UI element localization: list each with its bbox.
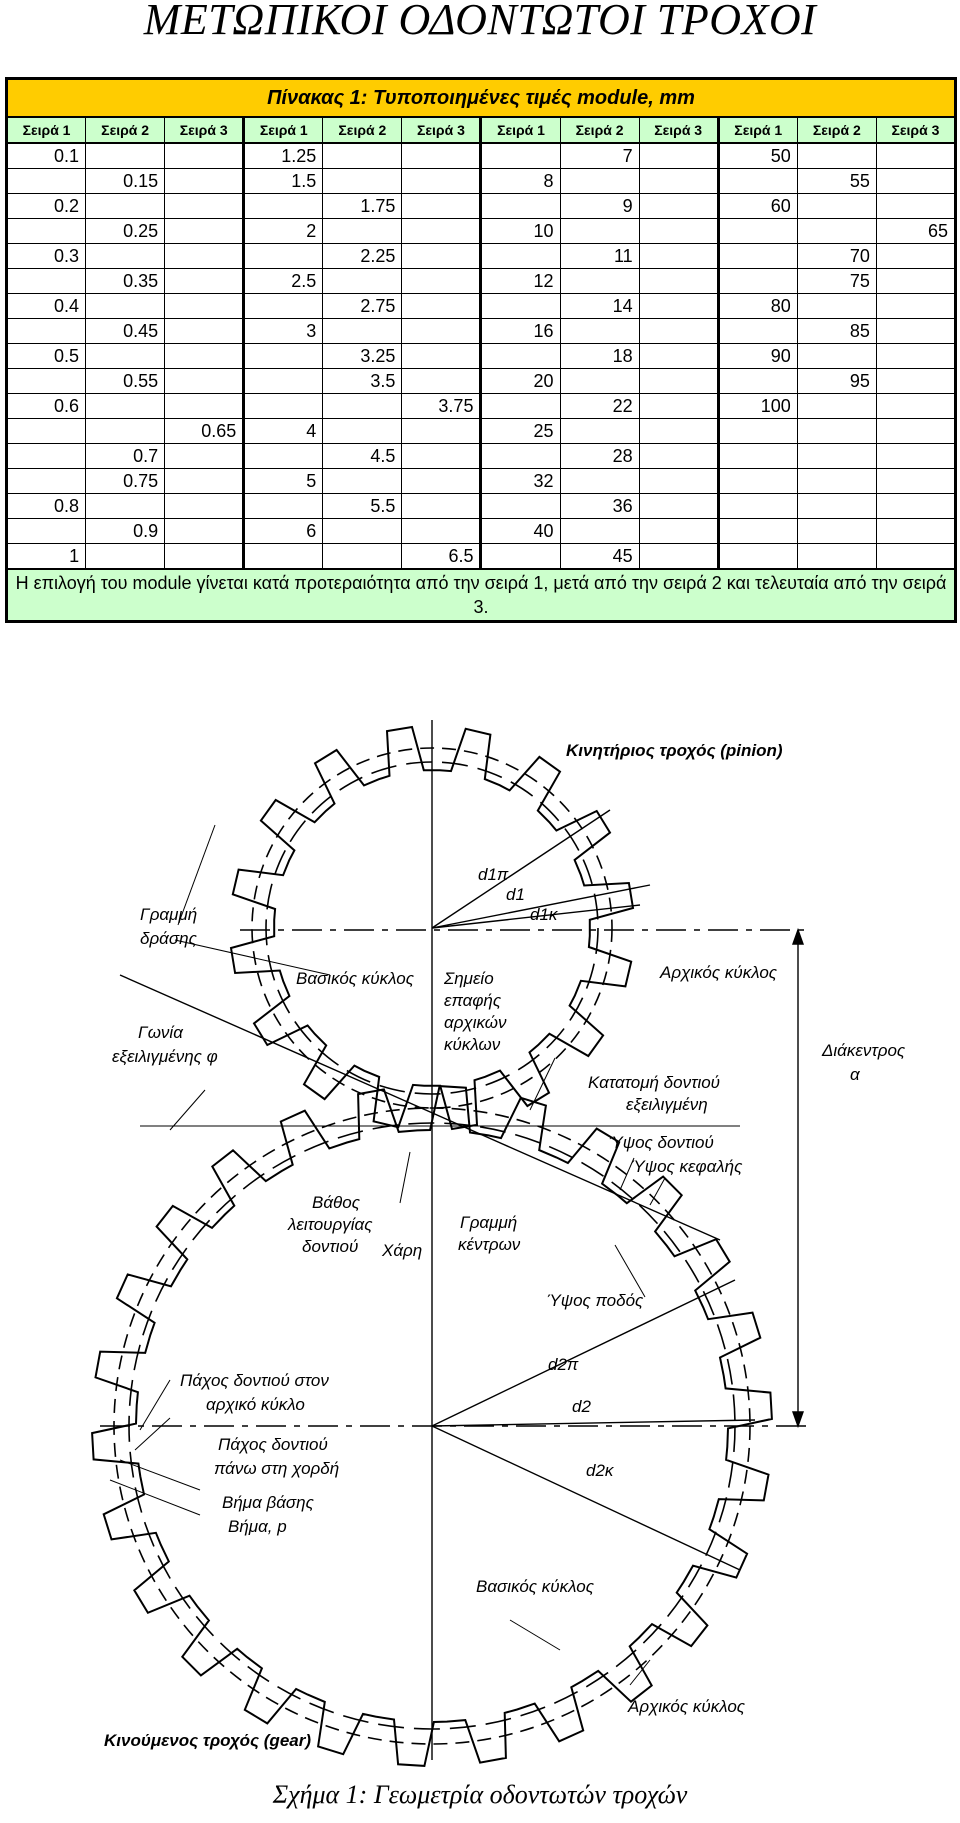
table-cell <box>718 219 797 244</box>
table-cell <box>639 444 718 469</box>
table-cell <box>7 169 86 194</box>
table-cell <box>165 319 244 344</box>
pitch-point-label: αρχικών <box>444 1013 507 1032</box>
leader-line <box>170 1090 205 1130</box>
table-cell: 1.5 <box>244 169 323 194</box>
table-cell: 0.9 <box>86 519 165 544</box>
table-cell: 7 <box>560 143 639 169</box>
table-cell <box>876 169 955 194</box>
table-cell <box>718 519 797 544</box>
gear-label: Κινούμενος τροχός (gear) <box>104 1731 312 1750</box>
table-row <box>7 469 956 494</box>
table-cell <box>876 244 955 269</box>
table-cell: 8 <box>481 169 560 194</box>
table-header-row <box>7 117 956 143</box>
clearance-label: Χάρη <box>382 1241 423 1260</box>
pinion-base-circle-label: Βασικός κύκλος <box>296 969 414 988</box>
table-cell: 0.65 <box>165 419 244 444</box>
table-cell <box>323 519 402 544</box>
table-cell <box>86 143 165 169</box>
table-cell: 100 <box>718 394 797 419</box>
table-cell <box>481 544 560 570</box>
table-cell <box>639 319 718 344</box>
table-cell: 45 <box>560 544 639 570</box>
table-cell <box>797 469 876 494</box>
table-cell: 3.5 <box>323 369 402 394</box>
table-cell <box>876 494 955 519</box>
table-cell: 0.2 <box>7 194 86 219</box>
table-row <box>7 344 956 369</box>
table-cell <box>797 219 876 244</box>
table-cell: 28 <box>560 444 639 469</box>
table-header-cell: Σειρά 1 <box>718 117 797 143</box>
table-row <box>7 394 956 419</box>
table-cell <box>718 319 797 344</box>
table-cell <box>560 469 639 494</box>
table-cell <box>165 294 244 319</box>
line-of-action-label: Γραμμή <box>140 905 198 924</box>
table-cell <box>876 394 955 419</box>
table-cell: 40 <box>481 519 560 544</box>
table-cell <box>639 369 718 394</box>
table-cell: 4.5 <box>323 444 402 469</box>
table-caption: Πίνακας 1: Τυποποιημένες τιμές module, mm <box>7 79 956 118</box>
table-cell <box>402 143 481 169</box>
table-cell <box>639 544 718 570</box>
table-cell <box>797 419 876 444</box>
table-cell <box>7 219 86 244</box>
table-cell <box>481 244 560 269</box>
table-cell <box>797 544 876 570</box>
table-header-cell: Σειρά 3 <box>639 117 718 143</box>
table-cell <box>244 369 323 394</box>
module-values-table <box>5 77 957 623</box>
table-cell: 0.3 <box>7 244 86 269</box>
table-cell <box>86 244 165 269</box>
table-cell: 1 <box>7 544 86 570</box>
leader-line <box>135 1418 170 1450</box>
pinion-pitch-circle-label: Αρχικός κύκλος <box>660 963 778 982</box>
table-cell <box>402 319 481 344</box>
table-cell <box>323 544 402 570</box>
table-cell: 22 <box>560 394 639 419</box>
pinion-diameter-label: d1 <box>506 885 525 904</box>
table-cell <box>560 269 639 294</box>
table-cell <box>481 194 560 219</box>
table-cell: 5.5 <box>323 494 402 519</box>
pitch-point-label: Σημείο <box>444 969 494 988</box>
table-cell <box>876 444 955 469</box>
table-cell <box>876 194 955 219</box>
table-cell <box>876 369 955 394</box>
table-cell: 6.5 <box>402 544 481 570</box>
table-cell <box>718 169 797 194</box>
table-cell <box>165 444 244 469</box>
table-cell <box>165 244 244 269</box>
pitch-point-label: επαφής <box>444 991 502 1010</box>
table-row <box>7 369 956 394</box>
table-row <box>7 169 956 194</box>
line-of-centers-label: Γραμμή <box>460 1213 518 1232</box>
table-cell <box>639 519 718 544</box>
gear-diameter-label: d2κ <box>586 1461 614 1480</box>
table-cell <box>718 494 797 519</box>
table-cell: 11 <box>560 244 639 269</box>
table-row <box>7 219 956 244</box>
table-cell: 0.5 <box>7 344 86 369</box>
table-cell <box>244 244 323 269</box>
table-cell <box>797 344 876 369</box>
table-row <box>7 319 956 344</box>
table-cell <box>323 469 402 494</box>
table-cell <box>639 394 718 419</box>
table-cell <box>402 344 481 369</box>
table-cell <box>7 319 86 344</box>
gear-radius-line <box>432 1426 740 1570</box>
table-cell <box>639 344 718 369</box>
table-cell: 6 <box>244 519 323 544</box>
table-cell <box>481 294 560 319</box>
table-cell <box>876 269 955 294</box>
table-cell: 0.35 <box>86 269 165 294</box>
table-cell <box>639 143 718 169</box>
table-cell <box>718 369 797 394</box>
table-cell <box>876 544 955 570</box>
table-row <box>7 544 956 570</box>
tooth-height-label: Ύψος δοντιού <box>608 1133 714 1152</box>
table-cell <box>481 494 560 519</box>
table-cell <box>7 419 86 444</box>
table-cell <box>244 444 323 469</box>
table-cell <box>481 394 560 419</box>
table-cell: 70 <box>797 244 876 269</box>
table-row <box>7 444 956 469</box>
line-of-centers-label: κέντρων <box>458 1235 521 1254</box>
table-cell <box>165 269 244 294</box>
table-cell <box>797 294 876 319</box>
working-depth-label: Βάθος <box>312 1193 360 1212</box>
table-cell: 1.25 <box>244 143 323 169</box>
table-cell: 55 <box>797 169 876 194</box>
table-header-cell: Σειρά 3 <box>402 117 481 143</box>
gear-geometry-figure <box>0 700 960 1770</box>
table-row <box>7 519 956 544</box>
tooth-thickness-label: Πάχος δοντιού στον <box>180 1371 329 1390</box>
table-cell <box>402 294 481 319</box>
table-cell <box>86 294 165 319</box>
table-header-cell: Σειρά 2 <box>323 117 402 143</box>
table-cell <box>560 219 639 244</box>
table-cell: 3 <box>244 319 323 344</box>
table-cell: 0.45 <box>86 319 165 344</box>
table-cell <box>402 369 481 394</box>
table-cell <box>560 419 639 444</box>
table-cell <box>481 143 560 169</box>
table-cell <box>560 519 639 544</box>
table-header-cell: Σειρά 2 <box>797 117 876 143</box>
table-cell: 4 <box>244 419 323 444</box>
leader-line <box>615 1245 645 1297</box>
table-cell <box>639 419 718 444</box>
gear-diagram <box>0 700 960 1770</box>
pitch-point-label: κύκλων <box>444 1035 501 1054</box>
table-cell: 1.75 <box>323 194 402 219</box>
table-cell <box>244 194 323 219</box>
working-depth-label: δοντιού <box>302 1237 359 1256</box>
table-cell: 60 <box>718 194 797 219</box>
table-cell <box>797 494 876 519</box>
tooth-thickness-label: αρχικό κύκλο <box>206 1395 305 1414</box>
pressure-angle-label: εξειλιγμένης φ <box>112 1047 218 1066</box>
table-cell <box>718 444 797 469</box>
table-cell: 0.15 <box>86 169 165 194</box>
table-cell <box>86 344 165 369</box>
table-cell <box>165 544 244 570</box>
table-cell <box>718 419 797 444</box>
table-cell <box>402 194 481 219</box>
table-cell <box>323 143 402 169</box>
center-distance-label: α <box>850 1065 860 1084</box>
table-cell: 3.25 <box>323 344 402 369</box>
table-cell <box>7 444 86 469</box>
table-header-cell: Σειρά 2 <box>560 117 639 143</box>
table-cell: 32 <box>481 469 560 494</box>
table-cell: 12 <box>481 269 560 294</box>
pinion-diameter-label: d1κ <box>530 905 558 924</box>
table-cell <box>165 169 244 194</box>
table-cell: 36 <box>560 494 639 519</box>
table-cell <box>718 544 797 570</box>
table-cell: 2.75 <box>323 294 402 319</box>
involute-profile-label: Κατατομή δοντιού <box>588 1073 721 1092</box>
table-cell: 50 <box>718 143 797 169</box>
dedendum-label: Ύψος ποδός <box>546 1291 644 1310</box>
table-cell <box>323 394 402 419</box>
table-cell: 0.25 <box>86 219 165 244</box>
leader-line <box>530 1058 555 1110</box>
table-cell <box>402 269 481 294</box>
pressure-angle-label: Γωνία <box>138 1023 183 1042</box>
table-cell: 65 <box>876 219 955 244</box>
table-cell <box>876 519 955 544</box>
table-cell: 0.55 <box>86 369 165 394</box>
gear-diameter-label: d2π <box>548 1355 579 1374</box>
table-row <box>7 494 956 519</box>
table-cell <box>244 494 323 519</box>
table-cell <box>402 244 481 269</box>
table-cell <box>876 294 955 319</box>
gear-diameter-label: d2 <box>572 1397 591 1416</box>
gear-radius-line <box>432 1420 755 1426</box>
table-cell <box>165 394 244 419</box>
table-cell: 16 <box>481 319 560 344</box>
table-cell: 2 <box>244 219 323 244</box>
table-cell <box>718 244 797 269</box>
table-cell: 2.25 <box>323 244 402 269</box>
table-cell: 5 <box>244 469 323 494</box>
base-pitch-label: Βήμα βάσης <box>222 1493 314 1512</box>
table-cell <box>876 319 955 344</box>
table-cell: 0.4 <box>7 294 86 319</box>
table-cell <box>323 269 402 294</box>
table-cell <box>7 469 86 494</box>
arrow-head <box>793 1412 803 1426</box>
table-cell: 95 <box>797 369 876 394</box>
table-cell <box>560 369 639 394</box>
table-header-cell: Σειρά 1 <box>7 117 86 143</box>
table-cell: 90 <box>718 344 797 369</box>
gear-base-circle-label: Βασικός κύκλος <box>476 1577 594 1596</box>
table-header-cell: Σειρά 2 <box>86 117 165 143</box>
leader-line <box>400 1152 410 1203</box>
leader-line <box>510 1620 560 1650</box>
table-cell: 10 <box>481 219 560 244</box>
table-cell <box>165 219 244 244</box>
table-cell <box>797 519 876 544</box>
table-row <box>7 294 956 319</box>
table-cell <box>402 419 481 444</box>
leader-line <box>120 1460 200 1490</box>
table-cell <box>165 369 244 394</box>
table-cell <box>639 194 718 219</box>
table-header-cell: Σειρά 1 <box>481 117 560 143</box>
table-cell <box>876 344 955 369</box>
table-cell: 9 <box>560 194 639 219</box>
table-header-cell: Σειρά 1 <box>244 117 323 143</box>
table-row <box>7 269 956 294</box>
table-row <box>7 194 956 219</box>
table-cell: 3.75 <box>402 394 481 419</box>
table-cell <box>718 469 797 494</box>
table-cell <box>86 194 165 219</box>
table-cell <box>797 394 876 419</box>
table-cell: 25 <box>481 419 560 444</box>
involute-profile-label: εξειλιγμένη <box>626 1095 708 1114</box>
table-cell <box>165 194 244 219</box>
table-cell <box>402 169 481 194</box>
table-cell: 0.7 <box>86 444 165 469</box>
table-cell <box>639 169 718 194</box>
working-depth-label: λειτουργίας <box>288 1215 373 1234</box>
table-cell <box>323 219 402 244</box>
line-of-action-label: δράσης <box>140 929 197 948</box>
table-cell <box>323 419 402 444</box>
table-cell <box>639 294 718 319</box>
table-cell <box>244 544 323 570</box>
table-cell <box>7 269 86 294</box>
table-cell <box>876 143 955 169</box>
table-cell <box>86 494 165 519</box>
table-cell <box>244 294 323 319</box>
table-cell: 20 <box>481 369 560 394</box>
pinion-diameter-label: d1π <box>478 865 509 884</box>
table-note: Η επιλογή του module γίνεται κατά προτεραιότητα από την σειρά 1, μετά από την σειρά 2 και τελευταία από την σειρά 3. <box>7 569 956 622</box>
arrow-head <box>793 930 803 944</box>
table-cell <box>876 419 955 444</box>
table-cell <box>797 143 876 169</box>
table-cell <box>165 143 244 169</box>
table-header-cell: Σειρά 3 <box>165 117 244 143</box>
table-cell <box>639 269 718 294</box>
table-cell: 0.1 <box>7 143 86 169</box>
table-cell <box>560 319 639 344</box>
chordal-thickness-label: Πάχος δοντιού <box>218 1435 328 1454</box>
table-cell <box>165 494 244 519</box>
table-cell: 0.6 <box>7 394 86 419</box>
table-cell <box>639 219 718 244</box>
table-cell <box>639 469 718 494</box>
table-cell <box>402 444 481 469</box>
table-row <box>7 143 956 169</box>
table-cell: 75 <box>797 269 876 294</box>
table-cell: 0.8 <box>7 494 86 519</box>
table-cell <box>165 344 244 369</box>
figure-caption: Σχήμα 1: Γεωμετρία οδοντωτών τροχών <box>272 1780 688 1809</box>
table-cell: 2.5 <box>244 269 323 294</box>
table-cell <box>481 344 560 369</box>
circular-pitch-label: Βήμα, p <box>228 1517 287 1536</box>
table-cell <box>718 269 797 294</box>
table-cell <box>402 494 481 519</box>
table-cell <box>244 344 323 369</box>
table-cell <box>639 494 718 519</box>
table-cell <box>86 394 165 419</box>
table-cell <box>165 519 244 544</box>
table-cell <box>481 444 560 469</box>
table-row <box>7 419 956 444</box>
addendum-label: Ύψος κεφαλής <box>630 1157 743 1176</box>
table-row <box>7 244 956 269</box>
table-cell: 85 <box>797 319 876 344</box>
table-cell: 0.75 <box>86 469 165 494</box>
page-title: ΜΕΤΩΠΙΚΟΙ ΟΔΟΝΤΩΤΟΙ ΤΡΟΧΟΙ <box>143 0 817 44</box>
table-cell <box>7 519 86 544</box>
table-cell <box>402 219 481 244</box>
table-cell <box>402 469 481 494</box>
table-cell <box>560 169 639 194</box>
table-header-cell: Σειρά 3 <box>876 117 955 143</box>
table-cell <box>797 194 876 219</box>
table-cell <box>86 544 165 570</box>
table-cell <box>402 519 481 544</box>
pinion-label: Κινητήριος τροχός (pinion) <box>566 741 783 760</box>
table-cell <box>165 469 244 494</box>
table-cell <box>244 394 323 419</box>
table-cell <box>7 369 86 394</box>
table-cell <box>323 319 402 344</box>
chordal-thickness-label: πάνω στη χορδή <box>214 1459 340 1478</box>
table-cell <box>876 469 955 494</box>
center-distance-label: Διάκεντρος <box>822 1041 906 1060</box>
table-cell: 18 <box>560 344 639 369</box>
table-cell <box>323 169 402 194</box>
table-cell <box>86 419 165 444</box>
table-cell: 14 <box>560 294 639 319</box>
table-cell <box>639 244 718 269</box>
gear-pitch-circle-label: Αρχικός κύκλος <box>628 1697 746 1716</box>
table-cell <box>797 444 876 469</box>
table-cell: 80 <box>718 294 797 319</box>
